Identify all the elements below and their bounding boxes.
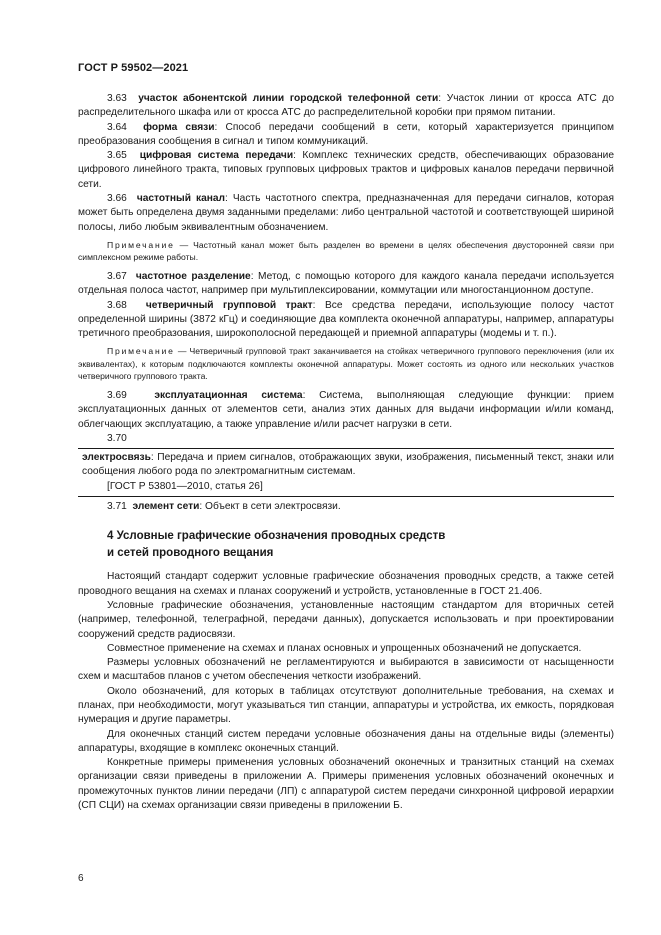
term-3-67 <box>78 270 614 299</box>
section-heading <box>107 528 614 562</box>
term-name: частотное разделение <box>135 270 251 282</box>
note-text: — Четверичный групповой тракт заканчивается на стойках четверичного группового переключения (или их эквивалентах), к которым подключаются комплекты оконечной аппаратуры. Может состоять из одного или нескольких участков четверичного группового тракта. <box>78 346 614 382</box>
term-3-64 <box>78 121 614 150</box>
term-definition: : Часть частотного спектра, предназначенная для передачи сигналов, которая может быть определена двумя заданными пределами: либо центральной частотой и соответствующей шириной полосы, либо любым эквивалентным обозначением. <box>78 193 614 233</box>
term-number: 3.69 <box>107 389 127 401</box>
term-definition: : Система, выполняющая следующие функции: прием эксплуатационных данных от элементов сети, анализ этих данных для выдачи информации и/или команд, облегчающих эксплуатацию, а также управление и/или расчет нагрузки в сети. <box>78 389 614 430</box>
paragraph: Размеры условных обозначений не регламентируются и выбираются в зависимости от насыщенности схем и масштабов планов с учетом обеспечения четкости изображений. <box>78 657 614 683</box>
page-body <box>78 92 614 813</box>
term-3-68 <box>78 299 614 342</box>
term-number-3-70: 3.70 <box>107 432 127 444</box>
term-number: 3.66 <box>107 193 127 205</box>
term-name: эксплуатационная система <box>154 389 303 401</box>
note-1 <box>78 239 614 264</box>
term-number: 3.64 <box>107 121 127 133</box>
note-label: Примечание <box>107 346 175 357</box>
note-text: — Частотный канал может быть разделен во времени в целях обеспечения двусторонней связи при симплексном режиме работы. <box>78 239 614 263</box>
term-name: цифровая система передачи <box>139 150 294 162</box>
paragraph: Около обозначений, для которых в таблицах отсутствуют дополнительные требования, на схемах и планах, при необходимости, могут указываться тип станции, аппаратуры и устройства, их емкость, порядковая нумерация и другие параметры. <box>78 685 614 726</box>
term-definition: : Объект в сети электросвязи. <box>199 501 341 513</box>
page-number: 6 <box>78 873 84 884</box>
term-definition: : Все средства передачи, использующие полосу частот определенной ширины (3872 кГц) и соединяющие два комплекта оконечной аппаратуры, например, аппаратуры третичного преобразования, широкополосной передающей и приемной аппаратуры (модемы и т. п.). <box>78 299 614 340</box>
term-name: электросвязь <box>82 452 151 464</box>
paragraph: Условные графические обозначения, установленные настоящим стандартом для вторичных сетей (например, телефонной, телеграфной, передачи данных), допускается использовать и при проектировании сооружений средств радиосвязи. <box>78 599 614 640</box>
term-3-66 <box>78 192 614 235</box>
term-definition: : Способ передачи сообщений в сети, который характеризуется принципом преобразования сообщения в сигнал и типом коммуникаций. <box>78 121 614 147</box>
page-header: ГОСТ Р 59502—2021 <box>78 62 189 74</box>
term-3-65 <box>78 149 614 192</box>
term-number: 3.63 <box>107 93 127 104</box>
term-3-69 <box>78 389 614 432</box>
term-number: 3.65 <box>107 150 127 162</box>
section-heading-line2: и сетей проводного вещания <box>107 547 274 560</box>
term-3-70-box <box>78 448 614 497</box>
term-number: 3.71 <box>107 501 127 513</box>
paragraph: Конкретные примеры применения условных обозначений оконечных и транзитных станций на схемах организации связи приведены в приложении А. Примеры применения условных обозначений оконечных и промежуточных пунктов линии передачи (ЛП) с аппаратурой систем передачи синхронной цифровой иерархии (СП СЦИ) на схемах организации связи приведены в приложении Б. <box>78 757 614 812</box>
term-definition: : Метод, с помощью которого для каждого канала передачи используется отдельная полоса частот, например при мультиплексировании, коммутации или многостанционном доступе. <box>78 270 614 297</box>
term-name: форма связи <box>143 121 215 133</box>
term-number: 3.68 <box>107 299 127 311</box>
term-3-63 <box>78 92 614 121</box>
term-number: 3.67 <box>107 270 127 282</box>
section-heading-line1: 4 Условные графические обозначения проводных средств <box>107 530 446 543</box>
term-definition: : Передача и прием сигналов, отображающих звуки, изображения, письменный текст, знаки или сообщения любого рода по электромагнитным системам. <box>82 452 614 478</box>
paragraph: Настоящий стандарт содержит условные графические обозначения проводных средств, а также сетей проводного вещания на схемах и планах сооружений и устройств, установленные в ГОСТ 21.406. <box>78 571 614 597</box>
paragraph: Для оконечных станций систем передачи условные обозначения даны на отдельные виды (элементы) аппаратуры, входящие в комплекс оконечных станций. <box>78 728 614 754</box>
term-3-70-text <box>82 451 614 480</box>
term-definition: : Участок линии от кросса АТС до распределительного шкафа или от кросса АТС до распределительной коробки при прямом питании. <box>78 93 614 119</box>
term-name: участок абонентской линии городской телефонной сети <box>138 93 439 104</box>
term-name: элемент сети <box>132 501 200 513</box>
term-name: четверичный групповой тракт <box>145 299 313 311</box>
note-label: Примечание <box>107 239 175 250</box>
term-name: частотный канал <box>136 193 226 205</box>
term-3-71 <box>78 500 614 514</box>
note-2 <box>78 345 614 383</box>
paragraph: Совместное применение на схемах и планах основных и упрощенных обозначений не допускается. <box>107 642 582 654</box>
term-reference: [ГОСТ Р 53801—2010, статья 26] <box>107 480 263 492</box>
term-definition: : Комплекс технических средств, обеспечивающих образование цифрового линейного тракта, типовых групповых цифровых трактов и цифровых каналов передачи первичной сети. <box>78 150 614 190</box>
